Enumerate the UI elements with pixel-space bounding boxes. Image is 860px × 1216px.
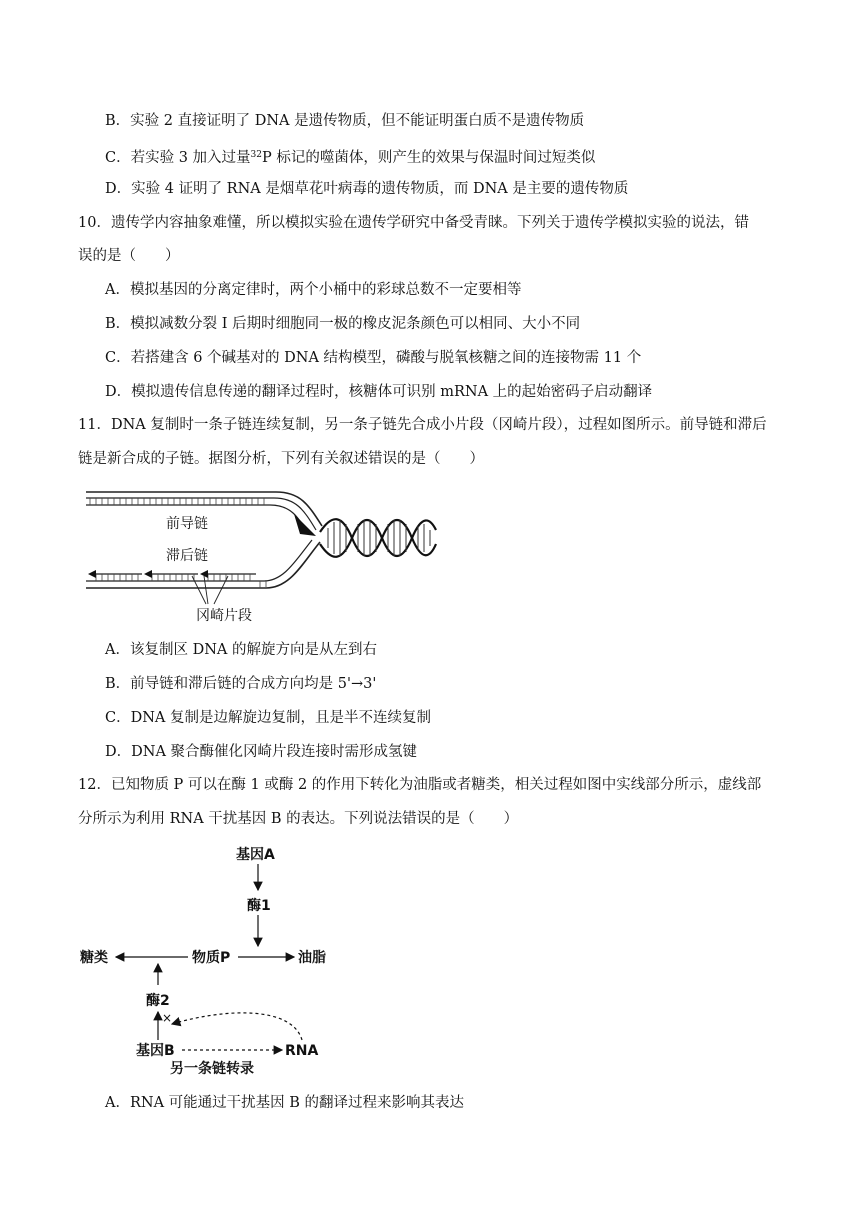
q9-option-b: B．实验 2 直接证明了 DNA 是遗传物质，但不能证明蛋白质不是遗传物质 [105, 113, 585, 129]
block-mark: × [162, 1011, 173, 1025]
q12-option-a: A．RNA 可能通过干扰基因 B 的翻译过程来影响其表达 [105, 1095, 465, 1111]
okazaki-pointer-lines [192, 576, 228, 604]
lagging-strand-label: 滞后链 [166, 548, 208, 564]
leading-strand-ticks [90, 498, 264, 505]
rna-label: RNA [285, 1043, 319, 1059]
helix-rungs [328, 520, 430, 556]
q10-option-b: B．模拟减数分裂 I 后期时细胞同一极的橡皮泥条颜色可以相同、大小不同 [105, 316, 581, 332]
q10-stem-line2: 误的是（ ） [78, 248, 180, 264]
enzyme1-label: 酶1 [247, 898, 271, 914]
q11-option-c: C．DNA 复制是边解旋边复制，且是半不连续复制 [105, 710, 431, 726]
q11-stem-line2: 链是新合成的子链。据图分析，下列有关叙述错误的是（ ） [78, 451, 484, 467]
q12-stem-line2: 分所示为利用 RNA 干扰基因 B 的表达。下列说法错误的是（ ） [78, 811, 519, 827]
substance-p-label: 物质P [192, 950, 231, 966]
enzyme2-label: 酶2 [146, 993, 170, 1009]
q10-option-a: A．模拟基因的分离定律时，两个小桶中的彩球总数不一定要相等 [105, 282, 522, 298]
q11-stem-line1: 11．DNA 复制时一条子链连续复制，另一条子链先合成小片段（冈崎片段），过程如图所示。前导链和滞后 [78, 417, 767, 433]
gene-a-label: 基因A [236, 847, 275, 863]
q11-option-b: B．前导链和滞后链的合成方向均是 5'→3' [105, 676, 377, 692]
q9-option-c-pre: C．若实验 3 加入过量 [105, 150, 251, 166]
gene-b-label: 基因B [136, 1043, 175, 1059]
q9-option-c-post: P 标记的噬菌体，则产生的效果与保温时间过短类似 [262, 150, 596, 166]
q9-option-d: D．实验 4 证明了 RNA 是烟草花叶病毒的遗传物质，而 DNA 是主要的遗传物质 [105, 181, 629, 197]
oil-label: 油脂 [298, 950, 326, 966]
okazaki-label: 冈崎片段 [196, 608, 252, 624]
q10-option-d: D．模拟遗传信息传递的翻译过程时，核糖体可识别 mRNA 上的起始密码子启动翻译 [105, 384, 653, 400]
q12-stem-line1: 12．已知物质 P 可以在酶 1 或酶 2 的作用下转化为油脂或者糖类，相关过程如图中实线部分所示，虚线部 [78, 777, 762, 793]
q10-stem-line1: 10．遗传学内容抽象难懂，所以模拟实验在遗传学研究中备受青睐。下列关于遗传学模拟实验的说法，错 [78, 215, 749, 231]
q11-option-a: A．该复制区 DNA 的解旋方向是从左到右 [105, 642, 377, 658]
metabolic-pathway-figure [76, 840, 356, 1080]
double-helix [320, 519, 436, 557]
other-strand-label: 另一条链转录 [170, 1061, 254, 1077]
q9-option-c [105, 145, 595, 168]
sugar-label: 糖类 [80, 950, 108, 966]
rna-interference-dashed-arrow [172, 1013, 302, 1040]
dna-replication-figure [80, 484, 450, 629]
leading-strand-label: 前导链 [166, 516, 208, 532]
q11-option-d: D．DNA 聚合酶催化冈崎片段连接时需形成氢键 [105, 744, 418, 760]
q10-option-c: C．若搭建含 6 个碱基对的 DNA 结构模型，磷酸与脱氧核糖之间的连接物需 11 个 [105, 350, 642, 366]
q9-option-c-sup: 32 [250, 150, 262, 160]
